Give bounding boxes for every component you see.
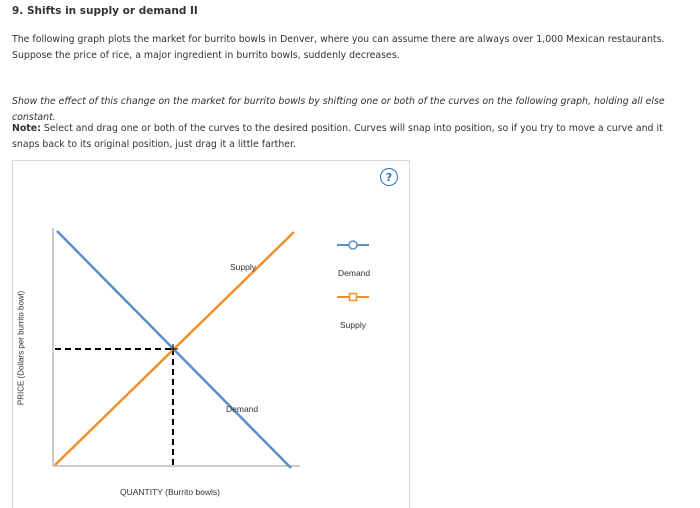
x-axis-label: QUANTITY (Burrito bowls)	[120, 487, 220, 497]
legend-demand-label: Demand	[338, 268, 371, 278]
y-axis-label: PRICE (Dollars per burrito bowl)	[16, 290, 26, 406]
help-button[interactable]: ?	[380, 168, 398, 186]
legend-supply-label: Supply	[340, 320, 366, 330]
question-instruction: Show the effect of this change on the market for burrito bowls by shifting one or both of the curves on the following graph, holding all else constant.	[12, 96, 665, 123]
note-label: Note:	[12, 123, 41, 134]
demand-legend-marker[interactable]	[337, 241, 369, 249]
note-text: Select and drag one or both of the curves to the desired position. Curves will snap into position, so if you try to move a curve and it snaps back to its original position, just drag it a little farther.	[12, 123, 663, 150]
square-marker-icon	[350, 294, 357, 301]
question-paragraph: The following graph plots the market for burrito bowls in Denver, where you can assume there are always over 1,000 Mexican restaurants. Suppose the price of rice, a major ingredient in burrito bowls, suddenly decreases.	[12, 34, 665, 61]
demand-curve-label: Demand	[226, 404, 259, 414]
supply-legend-marker[interactable]	[337, 294, 369, 301]
supply-curve-label: Supply	[230, 262, 256, 272]
question-title: 9. Shifts in supply or demand II	[12, 5, 198, 17]
circle-marker-icon	[349, 241, 357, 249]
